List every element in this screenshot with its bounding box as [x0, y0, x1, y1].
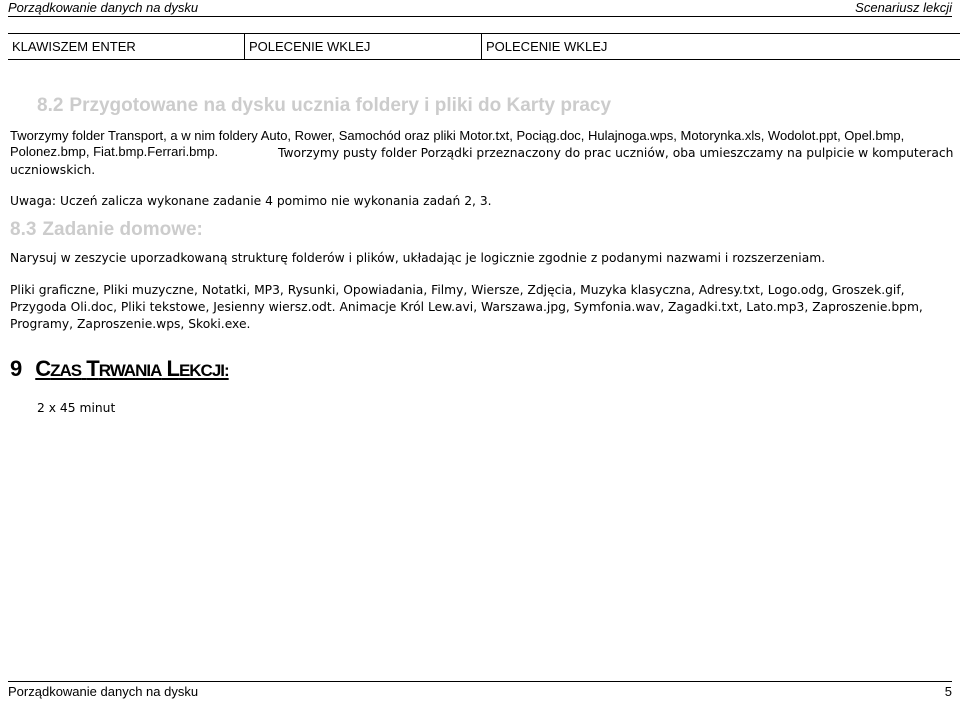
table-cell: POLECENIE WKLEJ [482, 34, 960, 60]
section-8-2-heading [37, 95, 611, 117]
table-cell: KLAWISZEM ENTER [8, 34, 245, 60]
footer-document-title: Porządkowanie danych na dysku [8, 684, 198, 699]
section-9-heading [10, 356, 229, 382]
page-footer [8, 681, 952, 701]
homework-items: Pliki graficzne, Pliki muzyczne, Notatki, MP3, Rysunki, Opowiadania, Filmy, Wiersze, Zdjęcia, Muzyka klasyczna, Adresy.txt, Logo.odg, Groszek.gif, Przygoda Oli.doc, Pliki tekstowe, Jesienny wiersz.odt. Animacje Król Lew.avi, Warszawa.jpg, Symfonia.wav, Zagadki.txt, Lato.mp3, Zaproszenie.bpm, Programy, Zaproszenie.wps, Skoki.exe. [10, 282, 955, 333]
page-number: 5 [945, 684, 952, 699]
intro-paragraph-continued [10, 145, 955, 179]
section-number: 9 [10, 356, 21, 381]
table-cell: POLECENIE WKLEJ [245, 34, 482, 60]
intro-text: Tworzymy folder Transport, a w nim foldery Auto, Rower, Samochód oraz pliki Motor.txt, Pociąg.doc, Hulajnoga.wps, Motorynka.xls, Wodolot.ppt, Opel.bmp, Polonez.bmp, Fiat.bmp.Ferrari.bmp. [10, 128, 904, 159]
section-8-3-heading [10, 219, 203, 241]
section-title: CZAS TRWANIA LEKCJI: [35, 356, 228, 381]
commands-table [8, 33, 960, 60]
header-document-type: Scenariusz lekcji [855, 0, 952, 15]
section-number: 8.3 [10, 219, 36, 240]
header-document-title: Porządkowanie danych na dysku [8, 0, 198, 15]
section-title: Zadanie domowe: [42, 219, 202, 240]
section-title: Przygotowane na dysku ucznia foldery i pliki do Karty pracy [69, 95, 611, 116]
section-number: 8.2 [37, 95, 63, 116]
homework-task: Narysuj w zeszycie uporzadkowaną strukturę folderów i plików, układając je logicznie zgodnie z podanymi nazwami i rozszerzeniam. [10, 250, 955, 267]
intro-text-continued: Tworzymy pusty folder Porządki przeznaczony do prac uczniów, oba umieszczamy na pulpicie w komputerach uczniowskich. [10, 146, 953, 177]
lesson-duration: 2 x 45 minut [37, 401, 115, 415]
page-header [8, 0, 952, 17]
note-paragraph: Uwaga: Uczeń zalicza wykonane zadanie 4 pomimo nie wykonania zadań 2, 3. [10, 193, 955, 210]
table-row [8, 34, 960, 60]
